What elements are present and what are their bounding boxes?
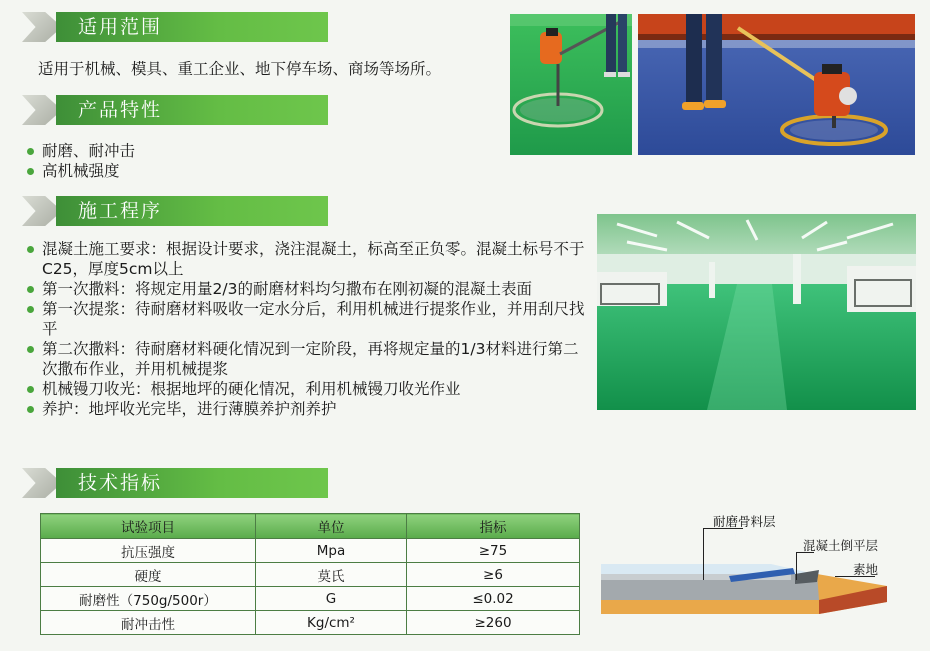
column-header: 试验项目 xyxy=(41,514,256,539)
trowel-green-floor-illustration xyxy=(510,14,632,155)
table-cell: 硬度 xyxy=(41,563,256,587)
leader-line xyxy=(703,528,704,580)
section-title: 适用范围 xyxy=(78,16,163,38)
table-cell: 耐冲击性 xyxy=(41,611,256,635)
section-header-procedure xyxy=(22,196,328,226)
table-row xyxy=(41,587,580,611)
column-header: 指标 xyxy=(407,514,580,539)
trowel-blue-floor-illustration xyxy=(638,14,915,155)
bullet-icon xyxy=(27,346,34,353)
list-item: 第二次撒料：待耐磨材料硬化情况到一定阶段，再将规定量的1/3材料进行第二次撒布作业，并用机械提浆 xyxy=(26,339,586,379)
section-header-features xyxy=(22,95,328,125)
list-item: 高机械强度 xyxy=(26,161,326,181)
table-cell: ≥75 xyxy=(407,539,580,563)
table-cell: 抗压强度 xyxy=(41,539,256,563)
photo-trowel-blue-floor xyxy=(638,14,915,155)
layer-label-concrete: 混凝土倒平层 xyxy=(803,538,879,553)
bullet-icon xyxy=(27,246,34,253)
table-cell: G xyxy=(256,587,407,611)
leader-line xyxy=(796,552,797,580)
list-item: 第一次撒料：将规定用量2/3的耐磨材料均匀撒布在刚初凝的混凝土表面 xyxy=(26,279,586,299)
table-row xyxy=(41,563,580,587)
floor-layer-diagram xyxy=(595,512,895,620)
photo-trowel-green-floor xyxy=(510,14,632,155)
section-header-specs xyxy=(22,468,328,498)
bullet-icon xyxy=(27,168,34,175)
features-list xyxy=(26,141,326,181)
spec-table xyxy=(40,513,580,635)
table-cell: Kg/cm² xyxy=(256,611,407,635)
list-item: 混凝土施工要求：根据设计要求，浇注混凝土，标高至正负零。混凝土标号不于C25，厚度5cm以上 xyxy=(26,239,586,279)
procedure-list xyxy=(26,239,586,419)
bullet-icon xyxy=(27,286,34,293)
bullet-icon xyxy=(27,386,34,393)
list-item: 耐磨、耐冲击 xyxy=(26,141,326,161)
table-row xyxy=(41,539,580,563)
section-header-scope xyxy=(22,12,328,42)
bullet-icon xyxy=(27,406,34,413)
list-item: 第一次提浆：待耐磨材料吸收一定水分后，利用机械进行提浆作业，并用刮尺找平 xyxy=(26,299,586,339)
section-title: 技术指标 xyxy=(78,472,163,494)
bullet-icon xyxy=(27,148,34,155)
factory-floor-illustration xyxy=(597,214,916,410)
table-cell: Mpa xyxy=(256,539,407,563)
list-item: 机械镘刀收光：根据地坪的硬化情况，利用机械镘刀收光作业 xyxy=(26,379,586,399)
column-header: 单位 xyxy=(256,514,407,539)
table-cell: ≤0.02 xyxy=(407,587,580,611)
table-header-row xyxy=(41,514,580,539)
table-row xyxy=(41,611,580,635)
section-title: 产品特性 xyxy=(78,99,163,121)
scope-text: 适用于机械、模具、重工企业、地下停车场、商场等场所。 xyxy=(38,60,442,78)
list-item: 养护：地坪收光完毕，进行薄膜养护剂养护 xyxy=(26,399,586,419)
table-cell: 莫氏 xyxy=(256,563,407,587)
photo-factory-green-floor xyxy=(597,214,916,410)
section-title: 施工程序 xyxy=(78,200,163,222)
table-cell: ≥260 xyxy=(407,611,580,635)
table-cell: ≥6 xyxy=(407,563,580,587)
bullet-icon xyxy=(27,306,34,313)
layer-label-base: 素地 xyxy=(853,562,879,577)
layer-label-wear: 耐磨骨料层 xyxy=(713,514,776,529)
table-cell: 耐磨性（750g/500r） xyxy=(41,587,256,611)
